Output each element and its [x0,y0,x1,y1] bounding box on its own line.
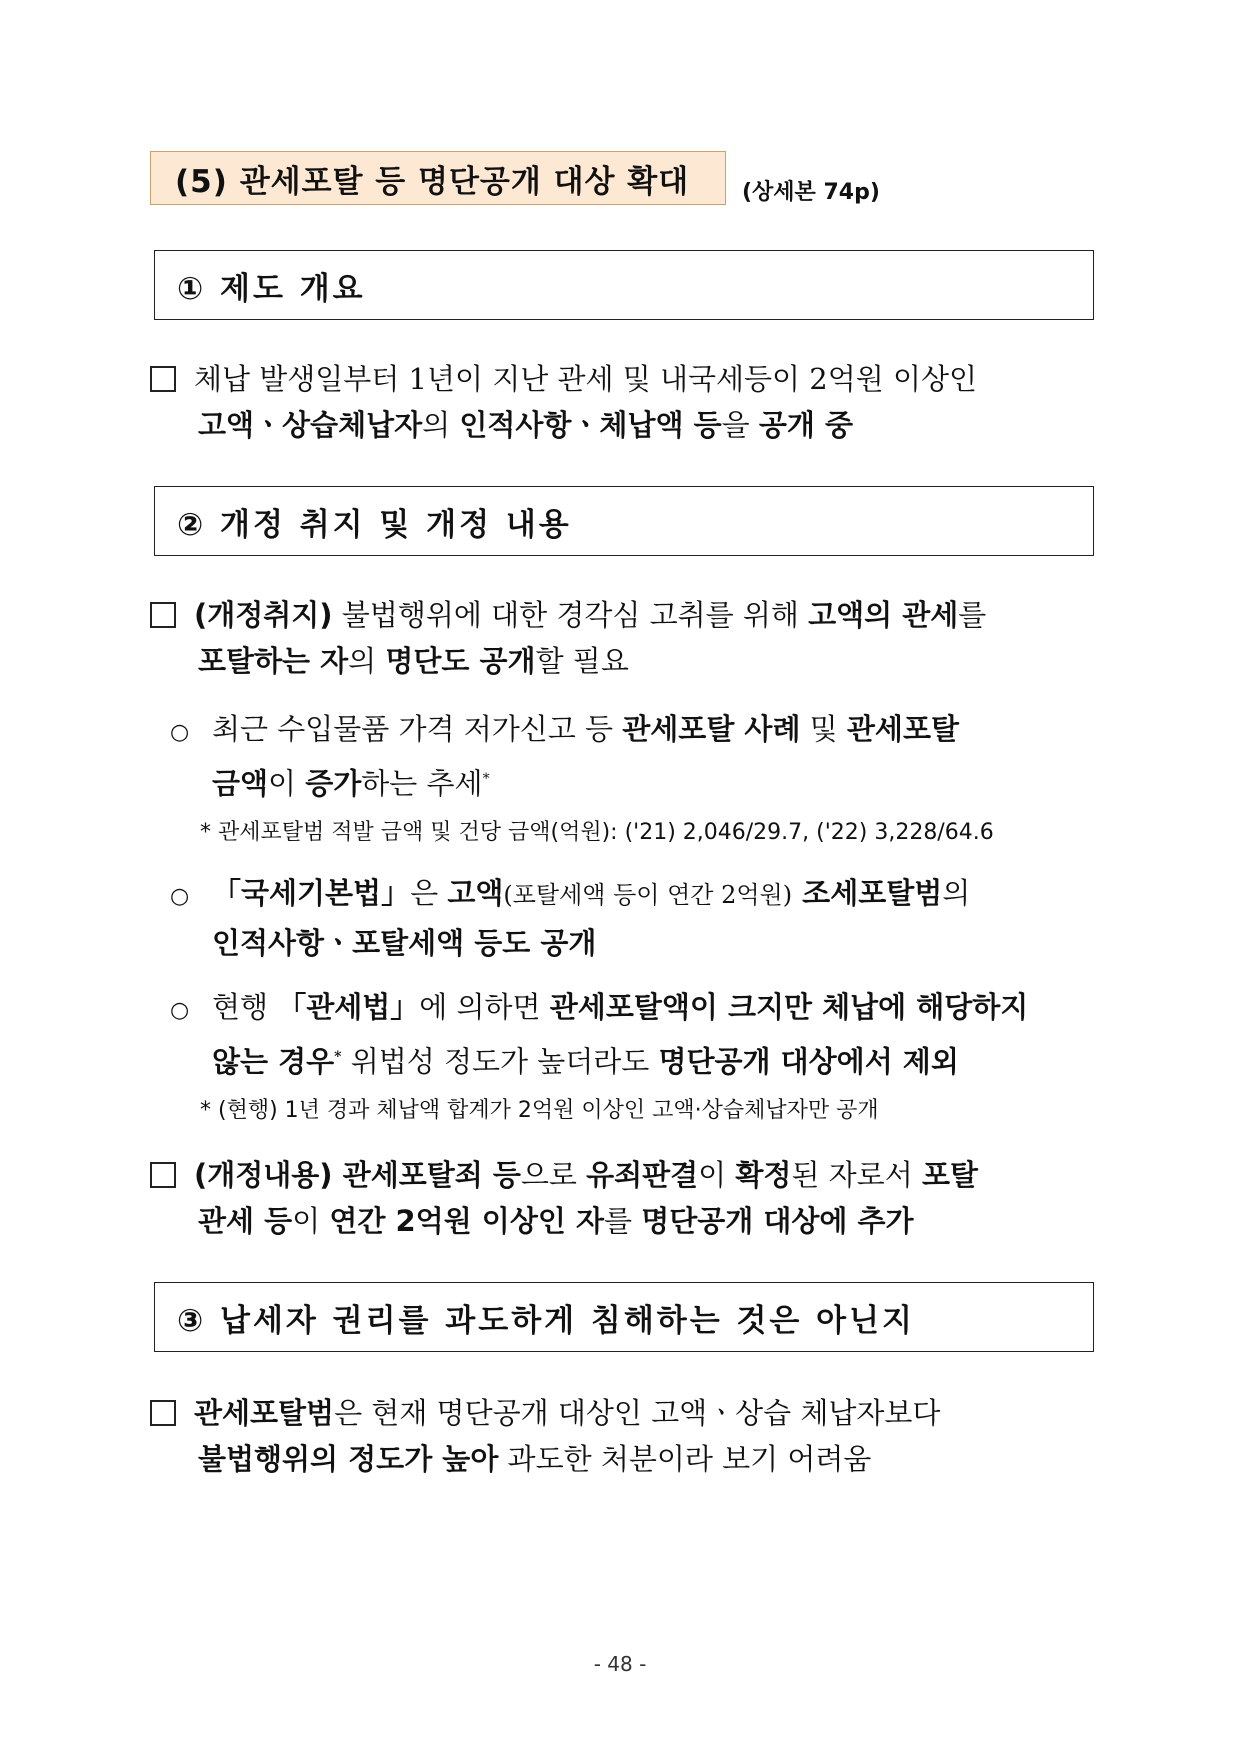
line [150,1390,1100,1436]
text: 의 [348,644,386,678]
section-title-text: (5) 관세포탈 등 명단공개 대상 확대 [175,163,690,200]
checkbox-square-icon [150,602,176,628]
text: 의 [942,876,971,910]
line [150,1198,1100,1244]
text-bold: 증가 [305,766,362,801]
line [170,756,1100,807]
text-bold: 불법행위의 정도가 높아 [198,1442,499,1476]
text-bold: 관세포탈액이 크지만 체납에 해당하지 [549,990,1029,1024]
text-bold: 명단공개 대상에 추가 [641,1204,914,1238]
text-bold: 확정 [735,1158,792,1192]
section-heading-1 [154,250,1094,320]
checkbox-square-icon [150,1400,176,1426]
text: 현행 [212,990,278,1024]
text-bold: 고액의 관세 [808,598,959,632]
text: 에 의하면 [419,990,550,1024]
s2-bullet-1 [170,706,1100,807]
circle-bullet-icon: ○ [170,720,190,745]
circle-bullet-icon: ○ [170,884,190,909]
text-bold: 포탈하는 자 [198,644,349,678]
text-bold: 고액ㆍ상습체납자 [198,408,423,442]
text-small: (포탈세액 등이 연간 2억원) [503,881,793,909]
checkbox-square-icon [150,366,176,392]
section-heading-1-text: ① 제도 개요 [177,270,366,307]
footnote-1: * 관세포탈범 적발 금액 및 건당 금액(억원): ('21) 2,046/29.7, ('22) 3,228/64.6 [200,820,994,845]
text-bold: 공개 중 [758,408,853,442]
checkbox-square-icon [150,1162,176,1188]
text: 하는 추세 [361,766,483,801]
section-heading-3 [154,1282,1094,1352]
text: 과도한 처분이라 보기 어려움 [498,1442,872,1476]
text-bold: 않는 경우 [212,1044,335,1079]
text: 을 [721,408,759,442]
section-heading-2 [154,486,1094,556]
text: 으로 [520,1158,587,1192]
line [150,402,1100,448]
text-bold: 관세 등 [198,1204,293,1238]
line [150,356,1100,402]
text: 의 [422,408,460,442]
text-bold: 금액 [212,766,269,801]
text-bold: 관세포탈 [846,712,959,746]
text-bold: 조세포탈범 [792,876,943,910]
line [150,1152,1100,1198]
text-bold: 「국세기본법」 [212,876,411,910]
s3-paragraph-1 [150,1390,1100,1482]
text-bold: 관세포탈 사례 [622,712,801,746]
text-bold: 포탈 [921,1158,978,1192]
text-bold: 관세포탈범 [194,1396,335,1430]
footnote-mark: * [482,771,490,787]
s2-bullet-3 [170,984,1100,1085]
text-bold: 관세포탈죄 등 [332,1158,521,1192]
reference-note: (상세본 74p) [742,180,880,205]
section-title [150,151,726,205]
footnote-mark: * [334,1049,342,1065]
line [150,1436,1100,1482]
text: 체납 발생일부터 1년이 지난 관세 및 내국세등이 2억원 이상인 [194,362,977,396]
text-bold: 고액 [447,876,504,910]
text: 할 필요 [535,644,629,678]
text-bold: (개정취지) [194,598,333,632]
text: 이 [268,766,306,801]
s2-bullet-2 [170,870,1100,966]
text: 된 자로서 [791,1158,922,1192]
text-bold: 유죄판결 [586,1158,699,1192]
text: 를 [958,598,987,632]
line [170,920,1100,966]
section-heading-3-text: ③ 납세자 권리를 과도하게 침해하는 것은 아닌지 [177,1302,915,1339]
text-bold: (개정내용) [194,1158,333,1192]
text: 은 [410,876,448,910]
text: 은 현재 명단공개 대상인 고액ㆍ상습 체납자보다 [334,1396,941,1430]
circle-bullet-icon: ○ [170,998,190,1023]
line [170,984,1100,1034]
text: 불법행위에 대한 경각심 고취를 위해 [332,598,809,632]
text: 최근 수입물품 가격 저가신고 등 [212,712,623,746]
text: 이 [292,1204,330,1238]
section-heading-2-text: ② 개정 취지 및 개정 내용 [177,506,572,543]
text: 및 [800,712,847,746]
footnote-2: * (현행) 1년 경과 체납액 합계가 2억원 이상인 고액·상습체납자만 공개 [200,1098,879,1123]
s2-paragraph-2 [150,1152,1100,1244]
text-bold: 「관세법」 [277,990,420,1024]
s1-paragraph-1 [150,356,1100,448]
page-number: - 48 - [593,1652,647,1676]
text-bold: 인적사항ㆍ체납액 등 [459,408,722,442]
line [170,1034,1100,1085]
line [150,638,1100,684]
text-bold: 명단도 공개 [385,644,536,678]
text: 이 [698,1158,736,1192]
line [170,706,1100,756]
s2-paragraph-1 [150,592,1100,684]
text-bold: 인적사항ㆍ포탈세액 등도 공개 [212,926,597,960]
text: 를 [603,1204,642,1238]
line [170,870,1100,920]
text-bold: 연간 2억원 이상인 자 [329,1204,604,1238]
line [150,592,1100,638]
text: 위법성 정도가 높더라도 [341,1044,659,1079]
text-bold: 명단공개 대상에서 제외 [658,1044,959,1079]
